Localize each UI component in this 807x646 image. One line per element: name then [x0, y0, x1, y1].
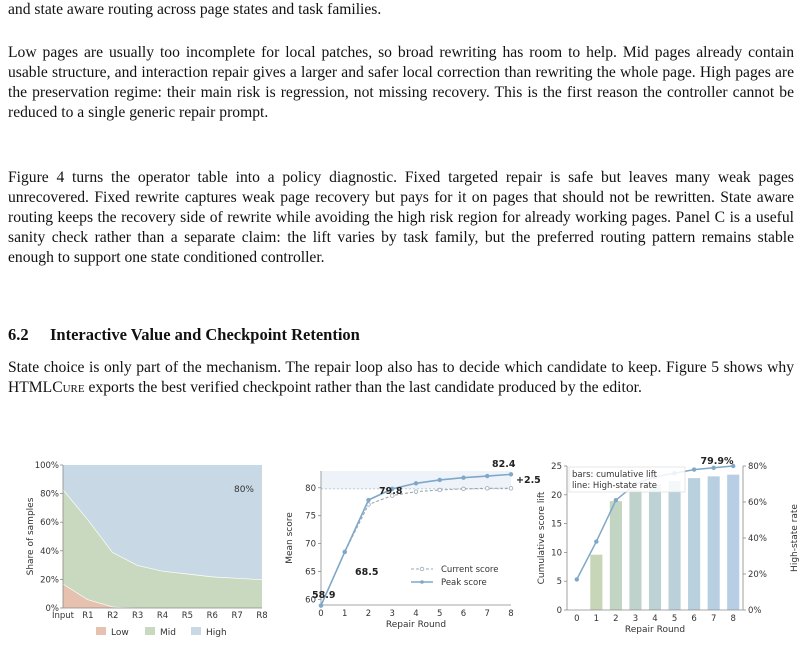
y-tick-label: 80: [305, 483, 316, 494]
section-number: 6.2: [8, 325, 29, 344]
x-tick-label: 5: [437, 609, 443, 619]
y-tick-label: 15: [551, 519, 562, 530]
y2-axis-label: High-state rate: [790, 504, 800, 572]
point-peak: [438, 478, 442, 482]
label-79-8: 79.8: [379, 486, 403, 497]
label-gain: +2.5: [516, 475, 541, 486]
y2-tick-label: 0%: [748, 606, 762, 616]
paragraph-figure4: Figure 4 turns the operator table into a policy diagnostic. Fixed targeted repair is safe but leaves many weak pages unrecovered. Fixed rewrite captures weak page recovery but pays for it on pages that should not be rewritten. State aware routing keeps the recovery side of rewrite while avoiding the high risk region for already working pages. Panel C is a useful sanity check rather than a separate claim: the lift varies by task family, but the preferred routing pattern remains stable enough to support one state conditioned controller.: [8, 169, 794, 266]
point-high-state: [575, 577, 579, 581]
legend-label-peak: Peak score: [441, 578, 487, 588]
legend-marker-current: [420, 567, 424, 571]
bar-lift: [708, 476, 720, 610]
y2-tick-label: 80%: [748, 462, 767, 472]
y-tick-label: 75: [305, 511, 316, 522]
x-tick-label: R4: [156, 611, 169, 621]
bar-lift: [610, 501, 622, 610]
y-tick-label: 80%: [40, 489, 59, 500]
x-tick-label: 1: [593, 614, 600, 624]
legend-marker-peak: [420, 580, 424, 584]
annotation-peak-rate: 79.9%: [700, 456, 734, 467]
x-tick-label: R6: [206, 611, 218, 621]
intro-tail: and state aware routing across page states and task families.: [8, 1, 382, 18]
legend-swatch-mid: [145, 627, 155, 635]
chart-cumulative-lift: [535, 455, 807, 646]
legend-swatch-low: [96, 627, 106, 635]
legend-label-current: Current score: [441, 565, 499, 575]
x-tick-label: R7: [231, 611, 243, 621]
x-tick-label: 0: [318, 609, 324, 619]
bar-lift: [668, 481, 680, 610]
point-peak: [509, 473, 513, 477]
paragraph-checkpoint: [8, 358, 794, 398]
y-tick-label: 60%: [40, 518, 59, 529]
x-tick-label: 5: [671, 614, 678, 624]
y-tick-label: 20%: [40, 575, 59, 586]
legend-label-high: High: [206, 628, 227, 638]
chart-mean-score: [275, 455, 541, 646]
x-tick-label: 6: [691, 614, 697, 624]
y-tick-label: 5: [556, 577, 562, 588]
y2-tick-label: 20%: [748, 570, 767, 580]
y-tick-label: 20: [551, 490, 562, 501]
x-tick-label: R3: [131, 611, 144, 621]
section-title: Interactive Value and Checkpoint Retention: [50, 325, 360, 344]
x-axis-label: Repair Round: [624, 625, 686, 635]
y-tick-label: 10: [551, 548, 562, 559]
annotation-high: 80%: [233, 485, 255, 495]
x-axis-label: Repair Round: [385, 620, 447, 630]
x-tick-label: 3: [632, 614, 639, 624]
p3-cure: Cure: [52, 379, 85, 396]
legend-line-2: line: High-state rate: [572, 481, 658, 491]
x-tick-label: 3: [389, 609, 395, 619]
point-peak: [485, 474, 489, 478]
x-tick-label: 6: [460, 609, 467, 619]
label-start: 58.9: [312, 590, 336, 601]
point-current: [462, 487, 466, 491]
y-tick-label: 25: [551, 462, 562, 472]
section-heading: [8, 325, 360, 345]
label-round1: 68.5: [355, 567, 379, 578]
y2-tick-label: 60%: [748, 498, 767, 508]
x-tick-label: 7: [710, 614, 717, 624]
point-current: [438, 488, 442, 492]
x-tick-label: R8: [256, 611, 268, 621]
y-tick-label: 60: [305, 595, 316, 606]
y-tick-label: 100%: [34, 461, 59, 471]
legend-line-1: bars: cumulative lift: [572, 470, 657, 480]
x-tick-label: 1: [342, 609, 348, 619]
x-tick-label: R2: [107, 611, 119, 621]
x-tick-label: 4: [652, 614, 658, 624]
peak-band: [321, 471, 511, 489]
x-tick-label: R1: [82, 611, 94, 621]
point-peak: [414, 481, 418, 485]
legend-label-low: Low: [111, 628, 129, 638]
p3-a: State choice is only part of the mechanism. The repair loop also has to decide which candidate to keep. Figure 5 shows why HTML: [8, 359, 794, 396]
y-axis-label: Cumulative score lift: [537, 491, 547, 585]
label-82-4: 82.4: [492, 459, 516, 470]
bar-lift: [590, 555, 602, 610]
paragraph-state-regimes: Low pages are usually too incomplete for local patches, so broad rewriting has room to help. Mid pages already contain usable structure, and interaction repair gives a larger and safer local correction than rewriting the whole page. High pages are the preservation regime: their main risk is regression, not missing recovery. This is the first reason the controller cannot be reduced to a single generic repair prompt.: [8, 44, 794, 121]
y-axis-label: Share of samples: [26, 497, 36, 576]
y-axis-label: Mean score: [285, 512, 295, 564]
legend-label-mid: Mid: [160, 628, 176, 638]
y-tick-label: 0%: [45, 604, 59, 614]
bar-lift: [649, 484, 661, 610]
bar-lift: [629, 490, 641, 610]
point-current: [509, 487, 513, 491]
x-tick-label: R5: [181, 611, 194, 621]
chart-state-share: [0, 455, 270, 646]
y-tick-label: 70: [305, 539, 316, 550]
y2-tick-label: 40%: [748, 534, 767, 544]
p3-b: exports the best verified checkpoint rather than the last candidate produced by the editor.: [84, 379, 642, 396]
x-tick-label: 4: [413, 609, 419, 619]
point-peak: [319, 604, 323, 608]
point-high-state: [594, 539, 598, 543]
point-current: [485, 487, 489, 491]
point-peak: [343, 550, 347, 554]
y-tick-label: 0: [556, 606, 562, 616]
x-tick-label: 8: [730, 614, 736, 624]
point-peak: [367, 498, 371, 502]
y-tick-label: 40%: [40, 546, 59, 557]
x-tick-label: 2: [613, 614, 619, 624]
x-tick-label: Input: [51, 611, 75, 621]
point-high-state: [614, 498, 618, 502]
point-current: [414, 490, 418, 494]
legend-swatch-high: [191, 627, 201, 635]
bar-lift: [727, 475, 739, 610]
point-peak: [462, 476, 466, 480]
x-tick-label: 2: [365, 609, 372, 619]
point-high-state: [692, 467, 696, 471]
bar-lift: [688, 478, 700, 610]
y-tick-label: 65: [305, 567, 316, 578]
x-tick-label: 7: [484, 609, 490, 619]
x-tick-label: 8: [508, 609, 514, 619]
x-tick-label: 0: [574, 614, 580, 624]
